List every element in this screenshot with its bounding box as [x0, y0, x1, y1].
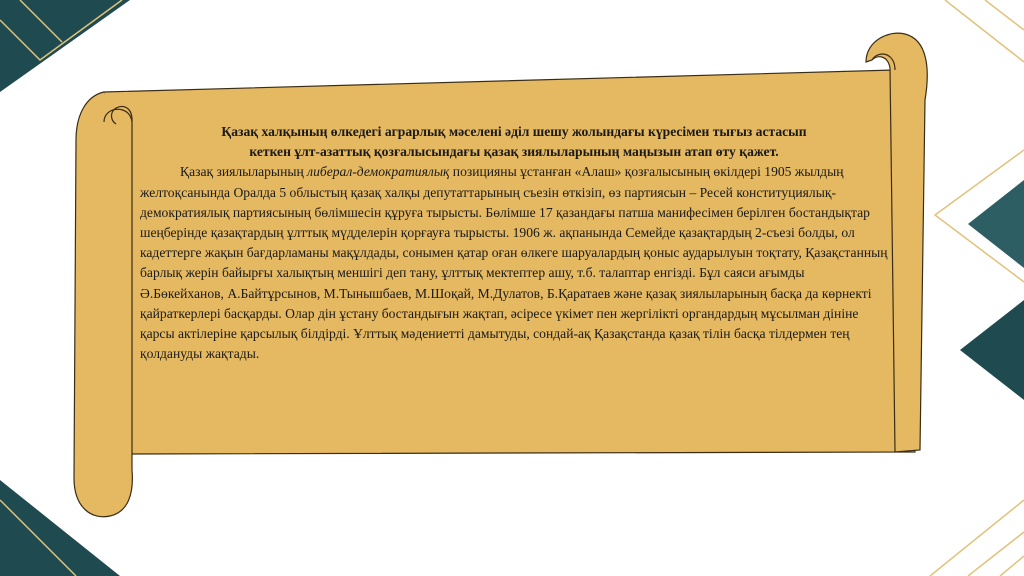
heading	[140, 122, 888, 162]
paragraph-start: Қазақ зиялыларының	[180, 164, 308, 180]
scroll-left-roll	[74, 92, 132, 517]
scroll-text	[140, 122, 888, 364]
heading-line-2: кеткен ұлт-азаттық қозғалысындағы қазақ зиялыларының маңызын атап өту қажет.	[249, 144, 779, 160]
paragraph-italic: либерал-демократиялық	[307, 164, 450, 180]
heading-line-1: Қазақ халқының өлкедегі аграрлық мәселені әділ шешу жолындағы күресімен тығыз астасып	[221, 124, 807, 139]
paragraph-rest: позицияны ұстанған «Алаш» қозғалысының өкілдері 1905 жылдың желтоқсанында Оралда 5 облыстың қазақ халқы депутаттарының съезін өткізіп, өз партиясын – Ресей конституциялық-демократиялық партиясының бөлімшесін құруға тырысты. Бөлімше 17 қазандағы патша манифесімен берілген бостандықтар шеңберінде қазақтардың ұлттық мүдделерін қорғауға тырысты. 1906 ж. ақпанында Семейде қазақтардың 2-съезі болды, ол кадеттерге жақын бағдарламаны мақұлдады, сонымен қатар оған өлкеге шаруалардың қоныс аударылуын тоқтату, Қазақстанның барлық жерін байырғы халықтың меншігі деп тану, ұлттық мектептер ашу, т.б. талаптар енгізді. Бұл саяси ағымды Ә.Бөкейханов, А.Байтұрсынов, М.Тынышбаев, М.Шоқай, М.Дулатов, Б.Қаратаев және қазақ зиялыларының басқа да көрнекті қайраткерлері басқарды. Олар дін ұстану бостандығын жақтап, әсіресе үкімет пен жергілікті органдардың мұсылман дініне қарсы актілеріне қарсылық білдірді. Ұлттық мәдениетті дамытуды, сондай-ақ Қазақстанда қазақ тілін басқа тілдермен тең қолдануды жақтады.	[140, 164, 888, 362]
body-paragraph	[140, 162, 888, 364]
